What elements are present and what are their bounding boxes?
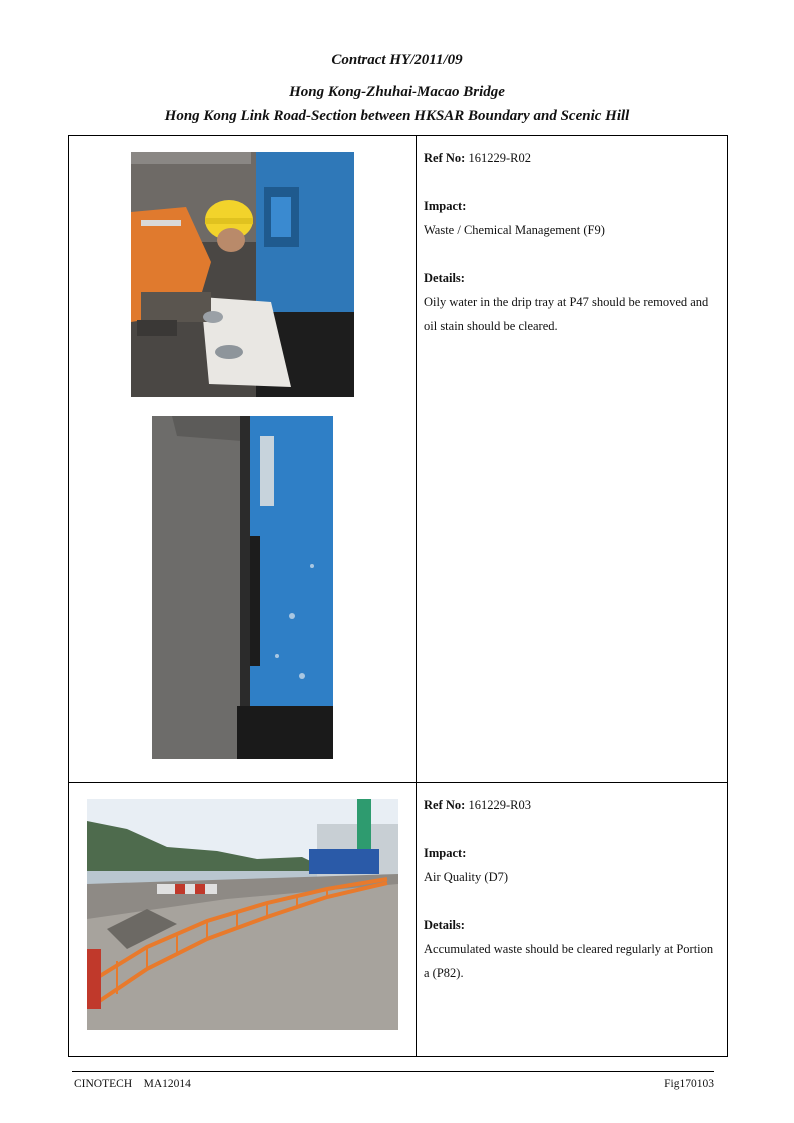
ref-no-value: 161229-R03 xyxy=(468,798,531,812)
project-title: Hong Kong-Zhuhai-Macao Bridge xyxy=(289,84,505,100)
site-barriers-photo xyxy=(87,799,398,1030)
table-row xyxy=(69,136,728,783)
finding-text-cell xyxy=(417,136,728,783)
drip-tray-photo xyxy=(152,416,333,759)
photo-cell xyxy=(69,136,417,783)
ref-no-line xyxy=(424,793,721,817)
details-label: Details: xyxy=(424,271,465,285)
impact-value: Air Quality (D7) xyxy=(424,870,509,884)
contract-title: Contract HY/2011/09 xyxy=(331,52,463,68)
impact-value: Waste / Chemical Management (F9) xyxy=(424,223,605,237)
section-title: Hong Kong Link Road-Section between HKSAR Boundary and Scenic Hill xyxy=(164,108,630,124)
findings-table xyxy=(68,135,728,1057)
photo-cell xyxy=(69,783,417,1057)
details-label: Details: xyxy=(424,918,465,932)
details-value: Oily water in the drip tray at P47 should be removed and oil stain should be cleared. xyxy=(424,295,709,333)
ref-no-line xyxy=(424,146,721,170)
footer-divider xyxy=(72,1071,714,1072)
ref-no-label: Ref No: xyxy=(424,798,466,812)
finding-text-cell xyxy=(417,783,728,1057)
details-value: Accumulated waste should be cleared regularly at Portion a (P82). xyxy=(424,942,714,980)
table-row xyxy=(69,783,728,1057)
ref-no-value: 161229-R02 xyxy=(468,151,531,165)
impact-label: Impact: xyxy=(424,199,467,213)
footer-left: CINOTECH MA12014 xyxy=(74,1078,191,1090)
ref-no-label: Ref No: xyxy=(424,151,466,165)
worker-cleaning-photo xyxy=(131,152,354,397)
impact-label: Impact: xyxy=(424,846,467,860)
footer-right: Fig170103 xyxy=(664,1078,714,1090)
